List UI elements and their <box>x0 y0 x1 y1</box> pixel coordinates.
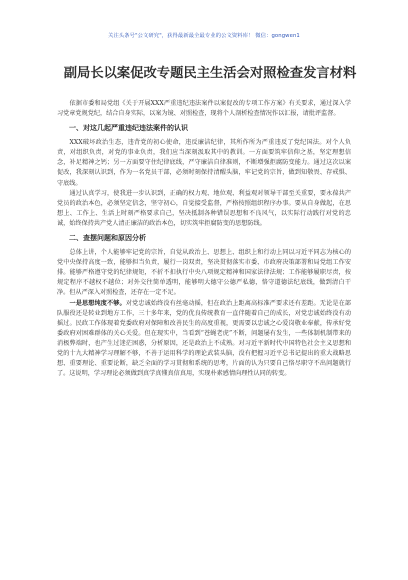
promo-banner: 关注头条号"公文研究"，获得最新最全最专业的公文资料库！ 微信：gongwen1 <box>108 33 300 39</box>
point-lead: 一是思想纯度不够。 <box>69 299 126 307</box>
point-body: 对党忠诚始终没有丝毫动摇，但在政治上距离高标准严要求还有差距。无论是在部队服役还是转业到地方工作，三十多年来，党的优良传统教育一直伴随着自己的成长，对党忠诚始终没有动摇过。民政工作体现着党委政府对保障和改善民生的高度重视，更需要以忠诚之心爱岗敬业奉献，传承好党委政府对困难群体的关心关爱。但在现实中，当看到“苍蝇老虎”不断，问题屡有发生，一些体制机制带来的消极弊端时，也产生过迷茫困惑，分析原因，还是政治上不成熟。对习近平新时代中国特色社会主义思想和党的十九大精神学习理解不够，不善于运用科学的理论武装头脑，没有把握习近平总书记提出的重大战略思想、重要理论、重要论断，缺乏全面的学习贯彻和系统的思考，片面的认为只要自己恪尽职守不出问题就行了。这说明，学习理论必须做到真学真懂真信真用，实现朴素感情向理性认同的转变。 <box>57 299 351 378</box>
document-body <box>57 99 351 379</box>
section-2-paragraph-1: 总体上讲，个人能够牢记党的宗旨，自觉从政治上、思想上、组织上和行动上同以习近平同志为核心的党中央保持高度一致，能够担当负责，履行一岗双责，坚决贯彻落实市委、市政府决策部署和局党组工作安排。能够严格遵守党的纪律规矩，不折不扣执行中央八项规定精神和国家法律法规；工作能够履职尽责，按规定程序不越权不越位；对外交往简单透明，能够明大德守公德严私德，恪守道德法纪底线，做到清白干净。但从严深入对照检查，还存在一定不足。 <box>57 249 351 297</box>
section-heading-1: 一、对这几起严重违纪违法案件的认识 <box>69 124 188 133</box>
section-1-paragraph-1: XXX破坏政治生态，违背党的初心使命，违反廉洁纪律，其所作所为严重违反了党纪国法。对个人负责，对组织负责，对党的事业负责，我们应当深刻汲取其中的教训。一方面要筑牢信仰之基，坚定理想信念，补足精神之钙；另一方面要守住纪律底线，严守廉洁自律准则，不断增强拒腐防变能力。通过这次以案促改，我深刻认识到，作为一名党员干部，必须时刻保持清醒头脑，牢记党的宗旨，做到知敬畏、存戒惧、守底线。 <box>57 139 351 187</box>
intro-paragraph: 依据市委和局党组《关于开展XXX严重违纪违法案件以案促改的专项工作方案》有关要求，通过深入学习党章党规党纪，结合自身实际，以案为镜、对照检查，现将个人剖析检查情况作以汇报，请批评监督。 <box>57 100 351 118</box>
document-title: 副局长以案促改专题民主生活会对照检查发言材料 <box>63 66 357 81</box>
section-1-paragraph-2: 通过认真学习，使我进一步认识到，正确的权力观、地位观、利益观对领导干部至关重要，要永葆共产党员的政治本色，必须坚定信念，坚守初心，自觉接受监督，严格按照组织程序办事。要从自身做起，在思想上、工作上、生活上时刻严格要求自己，坚决抵制各种错误思想和不良风气，以实际行动践行对党的忠诚，始终保持共产党人清正廉洁的政治本色，切实筑牢拒腐防变的思想防线。 <box>57 189 351 227</box>
section-2-paragraph-2 <box>57 299 351 380</box>
section-heading-2: 二、查摆问题和原因分析 <box>69 234 146 243</box>
